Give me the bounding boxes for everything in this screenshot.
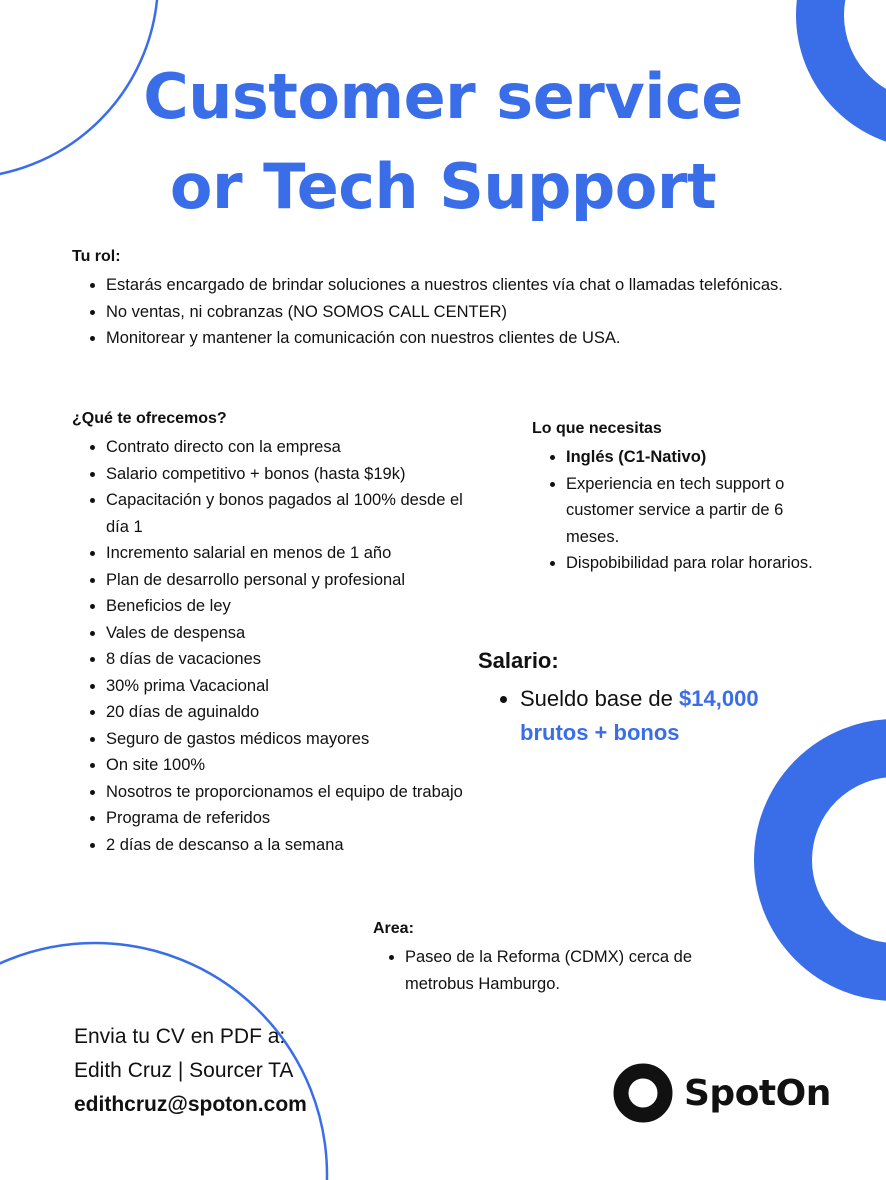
list-item: • Monitorear y mantener la comunicación con nuestros clientes de USA. xyxy=(106,325,812,352)
title-line-2: or Tech Support xyxy=(169,150,717,223)
list-item: • On site 100% xyxy=(106,752,472,779)
salario-list xyxy=(478,682,838,750)
necesitas-list xyxy=(532,444,832,577)
section-que-te-ofrecemos xyxy=(72,410,472,858)
salario-amount: $14,000 xyxy=(679,686,759,711)
list-item: • Vales de despensa xyxy=(106,620,472,647)
list-item: • Beneficios de ley xyxy=(106,593,472,620)
tu-rol-list xyxy=(72,272,812,352)
contact-line-2: Edith Cruz | Sourcer TA xyxy=(74,1059,294,1082)
list-item: • Incremento salarial en menos de 1 año xyxy=(106,540,472,567)
ofrecemos-heading: ¿Qué te ofrecemos? xyxy=(72,410,227,427)
title-line-1: Customer service xyxy=(143,60,743,133)
brand-logo xyxy=(612,1062,831,1124)
brand-name: SpotOn xyxy=(684,1072,831,1114)
list-item: • 2 días de descanso a la semana xyxy=(106,832,472,859)
salario-suffix: brutos + bonos xyxy=(520,720,680,745)
list-item: • Programa de referidos xyxy=(106,805,472,832)
contact-block xyxy=(74,1020,307,1122)
list-item: • Plan de desarrollo personal y profesional xyxy=(106,567,472,594)
list-item: • Dispobibilidad para rolar horarios. xyxy=(566,550,832,577)
list-item: • Salario competitivo + bonos (hasta $19k) xyxy=(106,461,472,488)
section-area xyxy=(373,920,703,997)
section-lo-que-necesitas xyxy=(532,420,832,577)
list-item: • Inglés (C1-Nativo) xyxy=(566,444,832,471)
contact-email-link[interactable]: edithcruz@spoton.com xyxy=(74,1093,307,1116)
area-list xyxy=(373,944,703,997)
list-item: • 20 días de aguinaldo xyxy=(106,699,472,726)
contact-line-1: Envia tu CV en PDF a: xyxy=(74,1025,286,1048)
list-item: • Paseo de la Reforma (CDMX) cerca de metrobus Hamburgo. xyxy=(405,944,703,997)
salario-heading: Salario: xyxy=(478,648,559,673)
list-item: • Experiencia en tech support o customer service a partir de 6 meses. xyxy=(566,471,832,551)
area-heading: Area: xyxy=(373,920,414,937)
list-item: • No ventas, ni cobranzas (NO SOMOS CALL CENTER) xyxy=(106,299,812,326)
list-item: • Nosotros te proporcionamos el equipo de trabajo xyxy=(106,779,472,806)
ofrecemos-list xyxy=(72,434,472,858)
section-tu-rol xyxy=(72,248,812,352)
list-item: • Estarás encargado de brindar soluciones a nuestros clientes vía chat o llamadas telefónicas. xyxy=(106,272,812,299)
tu-rol-heading: Tu rol: xyxy=(72,248,121,265)
list-item: • 8 días de vacaciones xyxy=(106,646,472,673)
salario-prefix: Sueldo base de xyxy=(520,686,680,711)
section-salario xyxy=(478,648,838,750)
list-item: • 30% prima Vacacional xyxy=(106,673,472,700)
spoton-logo-icon xyxy=(612,1062,674,1124)
page-title xyxy=(0,52,886,232)
list-item: • Capacitación y bonos pagados al 100% desde el día 1 xyxy=(106,487,472,540)
list-item: • Seguro de gastos médicos mayores xyxy=(106,726,472,753)
necesitas-heading: Lo que necesitas xyxy=(532,420,662,437)
list-item xyxy=(520,682,838,750)
list-item: • Contrato directo con la empresa xyxy=(106,434,472,461)
